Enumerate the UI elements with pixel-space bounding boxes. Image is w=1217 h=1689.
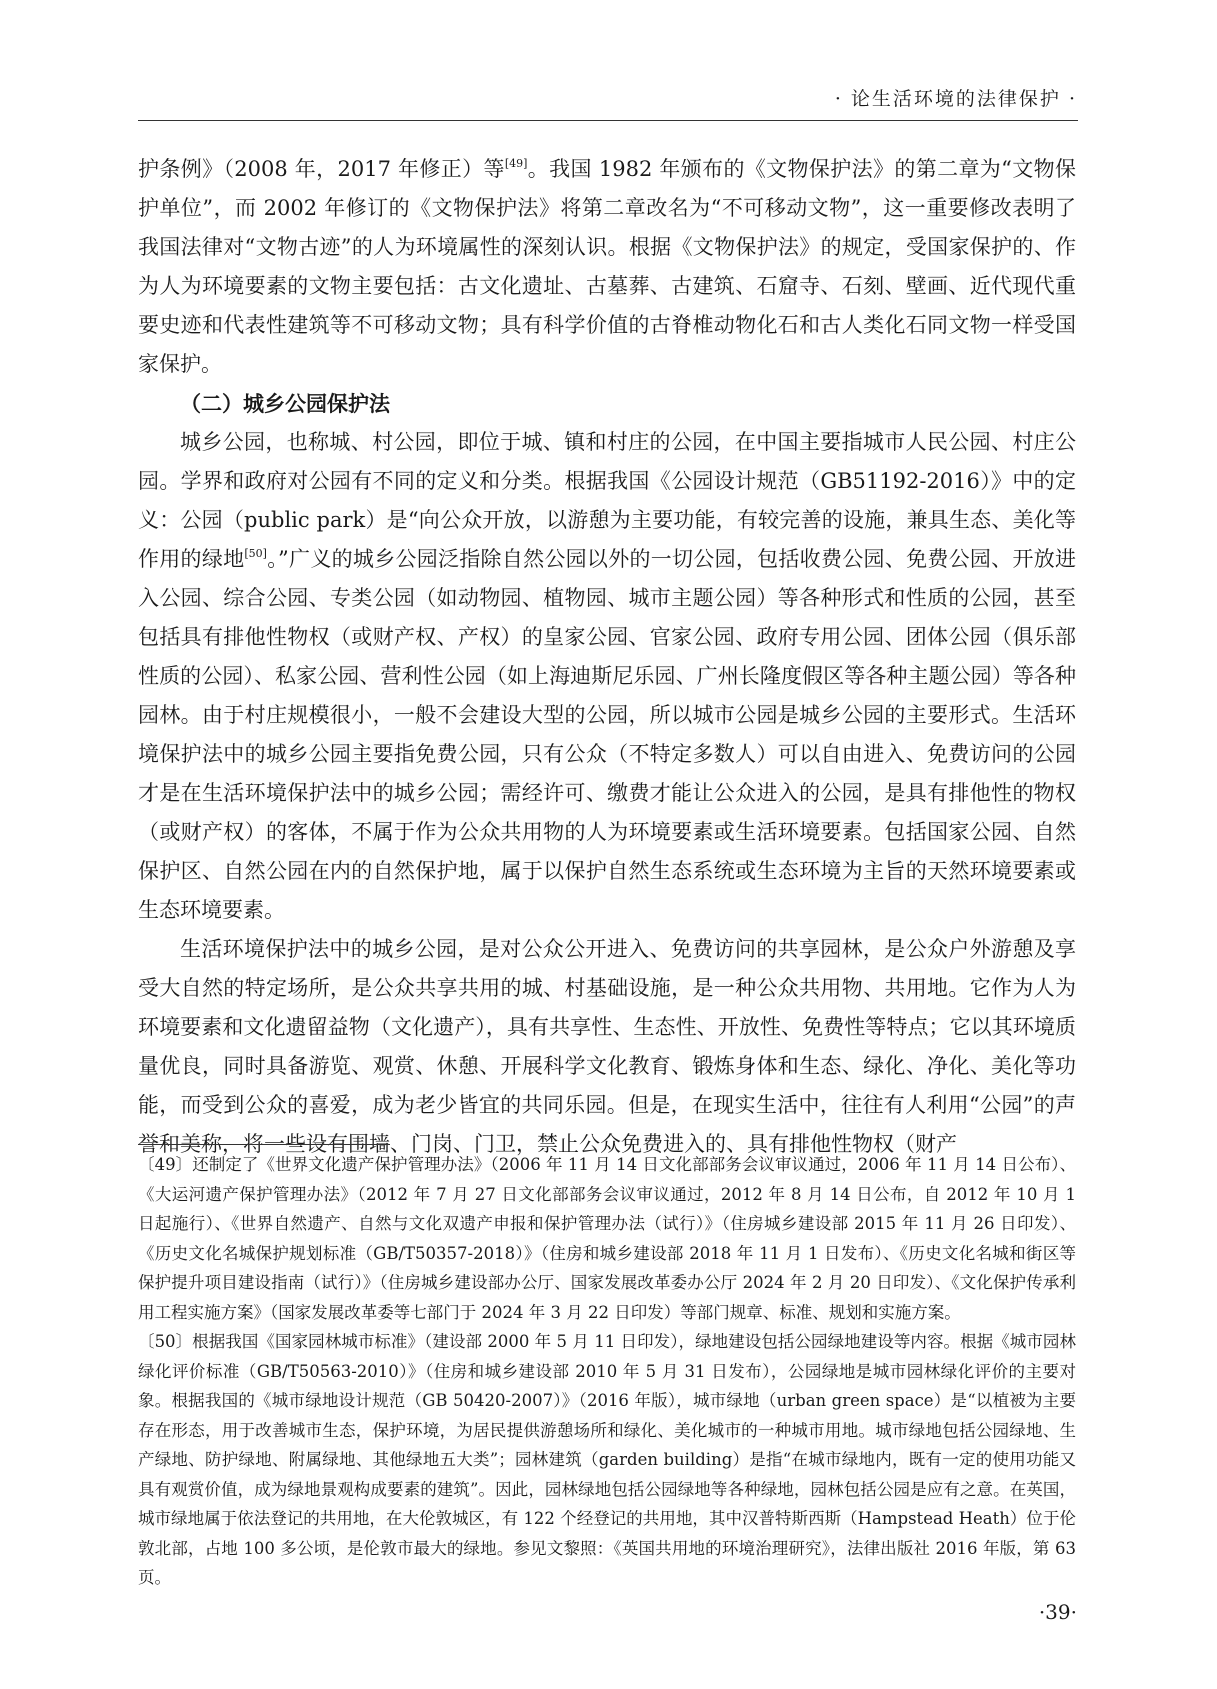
paragraph-2-text-b: 。”广义的城乡公园泛指除自然公园以外的一切公园，包括收费公园、免费公园、开放进入公园、综合公园、专类公园（如动物园、植物园、城市主题公园）等各种形式和性质的公园，甚至包括具有排他性物权（或财产权、产权）的皇家公园、官家公园、政府专用公园、团体公园（俱乐部性质的公园）、私家公园、营利性公园（如上海迪斯尼乐园、广州长隆度假区等各种主题公园）等各种园林。由于村庄规模很小，一般不会建设大型的公园，所以城市公园是城乡公园的主要形式。生活环境保护法中的城乡公园主要指免费公园，只有公众（不特定多数人）可以自由进入、免费访问的公园才是在生活环境保护法中的城乡公园；需经许可、缴费才能让公众进入的公园，是具有排他性的物权（或财产权）的客体，不属于作为公众共用物的人为环境要素或生活环境要素。包括国家公园、自然保护区、自然公园在内的自然保护地，属于以保护自然生态系统或生态环境为主旨的天然环境要素或生态环境要素。 — [138, 547, 1077, 922]
running-header: · 论生活环境的法律保护 · — [834, 88, 1077, 110]
footnote-rule — [138, 1144, 390, 1145]
paragraph-2 — [138, 423, 1076, 930]
footnotes — [138, 1150, 1076, 1593]
paragraph-2-text-a: 城乡公园，也称城、村公园，即位于城、镇和村庄的公园，在中国主要指城市人民公园、村庄公园。学界和政府对公园有不同的定义和分类。根据我国《公园设计规范（GB51192-2016）》中的定义：公园（public park）是“向公众开放，以游憩为主要功能，有较完善的设施，兼具生态、美化等作用的绿地 — [138, 430, 1076, 571]
paragraph-3: 生活环境保护法中的城乡公园，是对公众公开进入、免费访问的共享园林，是公众户外游憩及享受大自然的特定场所，是公众共享共用的城、村基础设施，是一种公众共用物、共用地。它作为人为环境要素和文化遗留益物（文化遗产），具有共享性、生态性、开放性、免费性等特点；它以其环境质量优良，同时具备游览、观赏、休憩、开展科学文化教育、锻炼身体和生态、绿化、净化、美化等功能，而受到公众的喜爱，成为老少皆宜的共同乐园。但是，在现实生活中，往往有人利用“公园”的声誉和美称，将一些设有围墙、门岗、门卫，禁止公众免费进入的、具有排他性物权（财产 — [138, 937, 1076, 1156]
paragraph-1 — [138, 150, 1076, 384]
footnote-ref-49[interactable]: [49] — [504, 157, 528, 170]
page-number: ·39· — [1038, 1600, 1077, 1624]
footnote-50: 〔50〕根据我国《国家园林城市标准》（建设部 2000 年 5 月 11 日印发），绿地建设包括公园绿地建设等内容。根据《城市园林绿化评价标准（GB/T50563-2010）》（住房和城乡建设部 2010 年 5 月 31 日发布），公园绿地是城市园林绿化评价的主要对象。根据我国的《城市绿地设计规范（GB 50420-2007）》（2016 年版），城市绿地（urban green space）是“以植被为主要存在形态，用于改善城市生态，保护环境，为居民提供游憩场所和绿化、美化城市的一种城市用地。城市绿地包括公园绿地、生产绿地、防护绿地、附属绿地、其他绿地五大类”；园林建筑（garden building）是指“在城市绿地内，既有一定的使用功能又具有观赏价值，成为绿地景观构成要素的建筑”。因此，园林绿地包括公园绿地等各种绿地，园林包括公园是应有之意。在英国，城市绿地属于依法登记的共用地，在大伦敦城区，有 122 个经登记的共用地，其中汉普特斯西斯（Hampstead Heath）位于伦敦北部，占地 100 多公顷，是伦敦市最大的绿地。参见文黎照：《英国共用地的环境治理研究》，法律出版社 2016 年版，第 63 页。 — [138, 1332, 1076, 1587]
main-text — [138, 150, 1076, 1164]
footnote-ref-50[interactable]: [50] — [244, 547, 267, 560]
footnote-49: 〔49〕还制定了《世界文化遗产保护管理办法》（2006 年 11 月 14 日文化部部务会议审议通过，2006 年 11 月 14 日公布）、《大运河遗产保护管理办法》（2012 年 7 月 27 日文化部部务会议审议通过，2012 年 8 月 14 日公布，自 2012 年 10 月 1 日起施行）、《世界自然遗产、自然与文化双遗产申报和保护管理办法（试行）》（住房城乡建设部 2015 年 11 月 26 日印发）、《历史文化名城保护规划标准（GB/T50357-2018）》（住房和城乡建设部 2018 年 11 月 1 日发布）、《历史文化名城和街区等保护提升项目建设指南（试行）》（住房城乡建设部办公厅、国家发展改革委办公厅 2024 年 2 月 20 日印发）、《文化保护传承利用工程实施方案》（国家发展改革委等七部门于 2024 年 3 月 22 日印发）等部门规章、标准、规划和实施方案。 — [138, 1155, 1076, 1322]
header-rule — [138, 120, 1078, 121]
paragraph-1-text-b: 。我国 1982 年颁布的《文物保护法》的第二章为“文物保护单位”，而 2002 年修订的《文物保护法》将第二章改名为“不可移动文物”，这一重要修改表明了我国法律对“文物古迹”的人为环境属性的深刻认识。根据《文物保护法》的规定，受国家保护的、作为人为环境要素的文物主要包括：古文化遗址、古墓葬、古建筑、石窟寺、石刻、壁画、近代现代重要史迹和代表性建筑等不可移动文物；具有科学价值的古脊椎动物化石和古人类化石同文物一样受国家保护。 — [138, 157, 1076, 376]
paragraph-1-text-a: 护条例》（2008 年，2017 年修正）等 — [138, 157, 505, 181]
section-heading: （二）城乡公园保护法 — [180, 391, 390, 416]
